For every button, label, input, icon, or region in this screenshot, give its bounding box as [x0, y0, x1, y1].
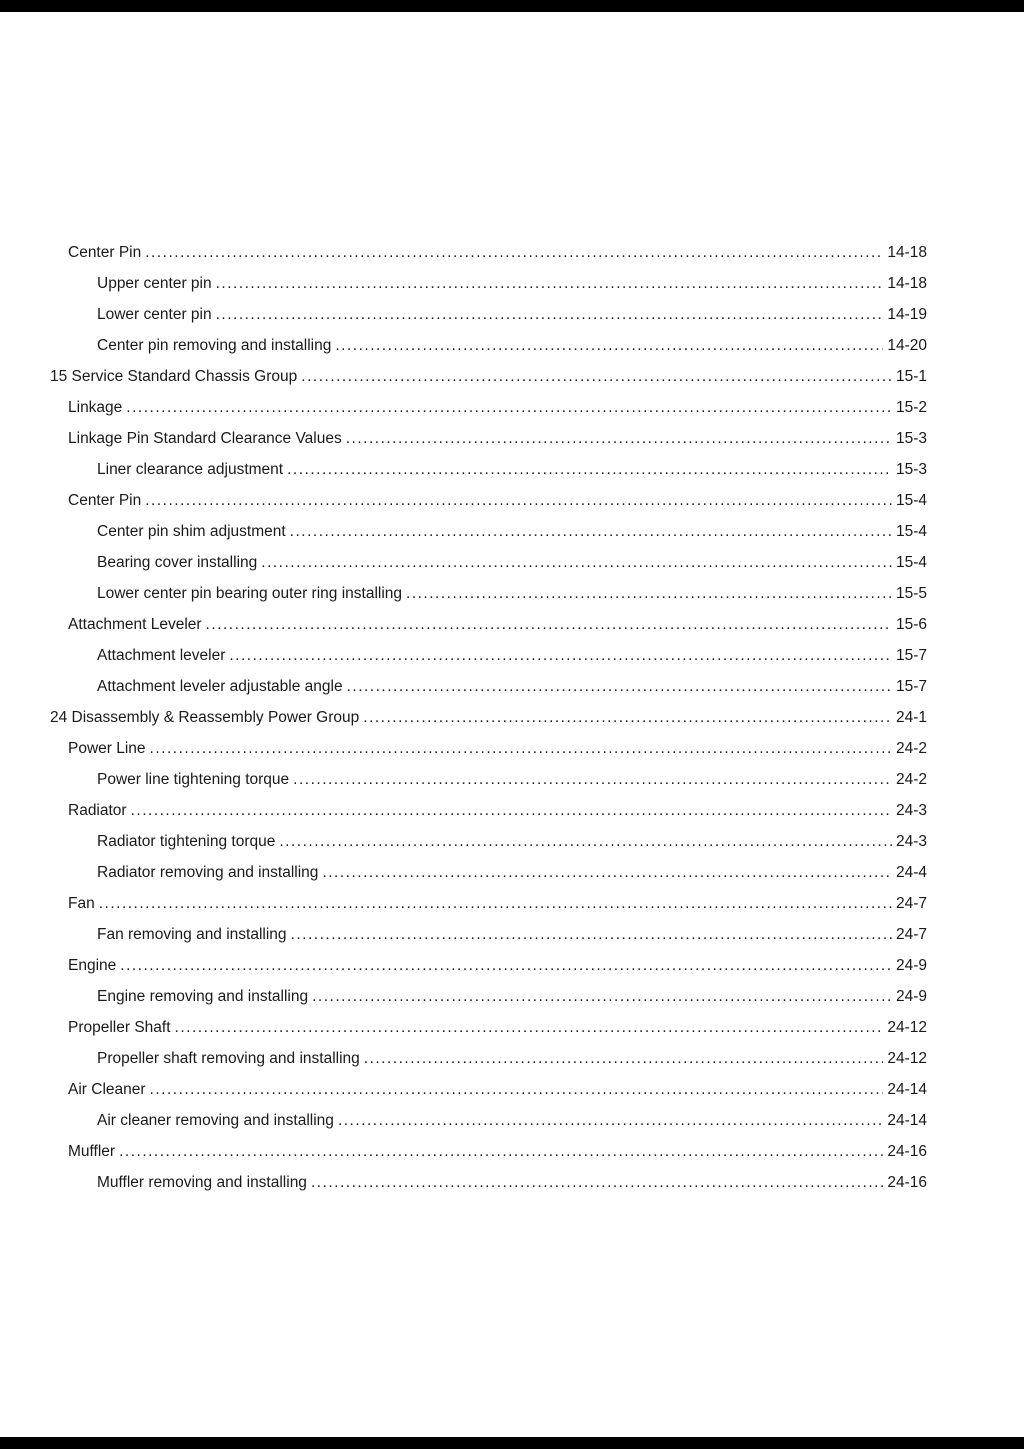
toc-entry-page: 24-16: [887, 1174, 927, 1191]
dotted-leader: [216, 268, 884, 299]
toc-entry-page: 15-4: [895, 492, 927, 509]
toc-entry-page: 24-2: [895, 771, 927, 788]
scan-edge-bottom: [0, 1437, 1024, 1449]
toc-entry-label: Linkage: [68, 399, 123, 416]
toc-entry-label: Attachment leveler: [97, 647, 226, 664]
toc-entry: [50, 671, 927, 702]
toc-entry: [50, 888, 927, 919]
toc-entry: [50, 516, 927, 547]
toc-entry-page: 24-14: [887, 1081, 927, 1098]
toc-entry-page: 24-3: [895, 833, 927, 850]
toc-entry-label: 24 Disassembly & Reassembly Power Group: [50, 709, 360, 726]
toc-entry: [50, 702, 927, 733]
toc-entry-page: 15-4: [895, 554, 927, 571]
dotted-leader: [347, 671, 892, 702]
toc-entry-label: Bearing cover installing: [97, 554, 258, 571]
toc-entry: [50, 268, 927, 299]
dotted-leader: [311, 1167, 883, 1198]
toc-entry-page: 15-5: [895, 585, 927, 602]
toc-entry-page: 15-7: [895, 678, 927, 695]
dotted-leader: [364, 1043, 884, 1074]
toc-entry-page: 15-4: [895, 523, 927, 540]
dotted-leader: [145, 485, 892, 516]
toc-entry-page: 15-1: [895, 368, 927, 385]
dotted-leader: [293, 764, 892, 795]
dotted-leader: [119, 1136, 883, 1167]
dotted-leader: [150, 733, 892, 764]
toc-entry-label: Power Line: [68, 740, 146, 757]
scan-edge-top: [0, 0, 1024, 12]
toc-entry: [50, 423, 927, 454]
toc-entry-label: Muffler: [68, 1143, 116, 1160]
dotted-leader: [145, 237, 883, 268]
toc-entry-label: 15 Service Standard Chassis Group: [50, 368, 298, 385]
toc-entry-page: 15-2: [895, 399, 927, 416]
toc-entry-page: 15-3: [895, 430, 927, 447]
toc-entry: [50, 609, 927, 640]
toc-entry-page: 14-18: [887, 244, 927, 261]
toc-entry: [50, 454, 927, 485]
toc-entry: [50, 299, 927, 330]
toc-entry-page: 14-19: [887, 306, 927, 323]
toc-entry-page: 14-18: [887, 275, 927, 292]
toc-entry: [50, 485, 927, 516]
toc-entry: [50, 1167, 927, 1198]
toc-entry: [50, 330, 927, 361]
dotted-leader: [175, 1012, 884, 1043]
toc-entry-page: 24-12: [887, 1019, 927, 1036]
toc-entry-label: Engine: [68, 957, 117, 974]
toc-entry: [50, 826, 927, 857]
dotted-leader: [216, 299, 884, 330]
dotted-leader: [279, 826, 892, 857]
toc-entry-page: 24-9: [895, 957, 927, 974]
toc-entry: [50, 1105, 927, 1136]
toc-entry-label: Radiator removing and installing: [97, 864, 319, 881]
toc-entry: [50, 764, 927, 795]
dotted-leader: [206, 609, 892, 640]
toc-entry: [50, 640, 927, 671]
toc-entry-page: 24-12: [887, 1050, 927, 1067]
dotted-leader: [312, 981, 892, 1012]
toc-entry-label: Center Pin: [68, 244, 142, 261]
dotted-leader: [290, 516, 892, 547]
toc-entry-page: 24-7: [895, 895, 927, 912]
toc-entry-page: 24-9: [895, 988, 927, 1005]
toc-entry-label: Center Pin: [68, 492, 142, 509]
toc-entry: [50, 919, 927, 950]
toc-entry-label: Fan removing and installing: [97, 926, 287, 943]
toc-entry: [50, 981, 927, 1012]
dotted-leader: [301, 361, 892, 392]
toc-entry-label: Air Cleaner: [68, 1081, 146, 1098]
dotted-leader: [287, 454, 892, 485]
toc-entry-label: Center pin shim adjustment: [97, 523, 286, 540]
dotted-leader: [150, 1074, 884, 1105]
toc-entry-page: 24-4: [895, 864, 927, 881]
toc-entry-page: 15-6: [895, 616, 927, 633]
toc-entry-label: Propeller Shaft: [68, 1019, 171, 1036]
toc-entry-label: Propeller shaft removing and installing: [97, 1050, 360, 1067]
toc-entry-label: Linkage Pin Standard Clearance Values: [68, 430, 342, 447]
toc-entry: [50, 1136, 927, 1167]
toc-entry: [50, 1012, 927, 1043]
toc-entry-label: Attachment leveler adjustable angle: [97, 678, 343, 695]
toc-entry-page: 24-3: [895, 802, 927, 819]
toc-entry-label: Center pin removing and installing: [97, 337, 332, 354]
toc-entry-page: 24-7: [895, 926, 927, 943]
toc-entry-label: Muffler removing and installing: [97, 1174, 307, 1191]
dotted-leader: [335, 330, 883, 361]
toc-entry-page: 15-3: [895, 461, 927, 478]
toc-entry-label: Lower center pin: [97, 306, 212, 323]
dotted-leader: [126, 392, 892, 423]
dotted-leader: [322, 857, 892, 888]
toc-entry-label: Engine removing and installing: [97, 988, 309, 1005]
dotted-leader: [131, 795, 892, 826]
toc-entry: [50, 361, 927, 392]
toc-entry: [50, 237, 927, 268]
toc-entry-page: 24-2: [895, 740, 927, 757]
toc-entry: [50, 1043, 927, 1074]
toc-entry: [50, 733, 927, 764]
dotted-leader: [229, 640, 892, 671]
dotted-leader: [120, 950, 892, 981]
toc-entry-label: Upper center pin: [97, 275, 212, 292]
toc-entry: [50, 950, 927, 981]
table-of-contents: [50, 237, 927, 1198]
dotted-leader: [291, 919, 892, 950]
toc-entry-label: Fan: [68, 895, 95, 912]
toc-entry-page: 14-20: [887, 337, 927, 354]
toc-entry-label: Lower center pin bearing outer ring installing: [97, 585, 403, 602]
toc-entry: [50, 578, 927, 609]
toc-entry-label: Radiator tightening torque: [97, 833, 276, 850]
toc-entry-page: 24-16: [887, 1143, 927, 1160]
toc-entry: [50, 547, 927, 578]
toc-entry-page: 15-7: [895, 647, 927, 664]
toc-entry-label: Radiator: [68, 802, 127, 819]
toc-entry-label: Attachment Leveler: [68, 616, 202, 633]
toc-entry-page: 24-1: [895, 709, 927, 726]
toc-entry-label: Air cleaner removing and installing: [97, 1112, 334, 1129]
dotted-leader: [261, 547, 892, 578]
toc-entry: [50, 392, 927, 423]
toc-entry: [50, 857, 927, 888]
dotted-leader: [346, 423, 892, 454]
toc-entry: [50, 795, 927, 826]
toc-entry-label: Power line tightening torque: [97, 771, 290, 788]
toc-entry-label: Liner clearance adjustment: [97, 461, 284, 478]
dotted-leader: [338, 1105, 883, 1136]
toc-entry-page: 24-14: [887, 1112, 927, 1129]
toc-entry: [50, 1074, 927, 1105]
dotted-leader: [99, 888, 892, 919]
dotted-leader: [363, 702, 892, 733]
dotted-leader: [406, 578, 892, 609]
